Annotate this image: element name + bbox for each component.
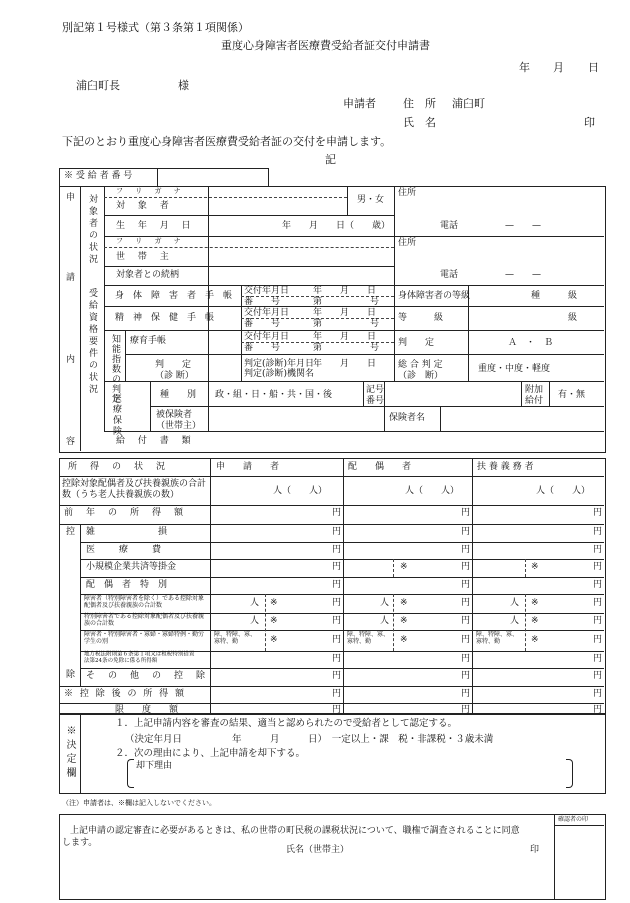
- phone-field-2[interactable]: — —: [505, 270, 542, 280]
- address-label-1: 住所: [398, 188, 417, 198]
- side-nai: 内: [66, 355, 76, 365]
- col-supporter: 扶 養 義 務 者: [477, 462, 534, 472]
- kome-mark: ※: [531, 635, 539, 645]
- kome-mark: ※: [270, 598, 278, 608]
- side-you: 容: [66, 437, 76, 447]
- prev-income-label: 前 年 の 所 得 額: [64, 508, 186, 518]
- relation-label: 対象者との続柄: [116, 270, 180, 280]
- kome-mark: ※: [531, 598, 539, 608]
- kind-options[interactable]: 障、特障、寡、 寡特、勤: [214, 631, 257, 645]
- consent-name-label: 氏名（世帯主）: [286, 845, 350, 855]
- pdb-issue-field[interactable]: 年 月 日: [313, 286, 377, 296]
- yen-mark: 円: [332, 527, 342, 537]
- deps-applicant[interactable]: 人（ 人）: [273, 486, 328, 496]
- kind-options[interactable]: 障、特障、寡、 寡特、勤: [347, 631, 390, 645]
- decision-line1: １．上記申請内容を審査の結果、適当と認められたので受給者として認定する。: [115, 718, 458, 729]
- ryoiku-label: 療育手帳: [130, 336, 167, 346]
- intro-text: 下記のとおり重度心身障害者医療費受給者証の交付を申請します。: [62, 135, 392, 148]
- reason-bracket-left: [127, 759, 134, 788]
- side-sei: 請: [66, 273, 76, 283]
- intel-num-label: 番 号: [244, 343, 281, 353]
- mental-issue-label: 交付年月日: [244, 308, 290, 318]
- yen-mark: 円: [593, 508, 603, 518]
- yen-mark: 円: [593, 705, 603, 715]
- phone-label-1: 電話: [440, 221, 459, 231]
- nin-mark: 人: [510, 616, 520, 626]
- row-label-2: 小規模企業共済等掛金: [86, 562, 177, 572]
- yen-mark: 円: [332, 671, 342, 681]
- yen-mark: 円: [461, 545, 471, 555]
- address-label: 住 所: [403, 97, 436, 110]
- yen-mark: 円: [332, 598, 342, 608]
- kome-mark: ※: [400, 562, 408, 572]
- side-jo: 除: [66, 670, 76, 680]
- yen-mark: 円: [461, 598, 471, 608]
- kind-options[interactable]: 障、特障、寡、 寡特、勤: [476, 631, 519, 645]
- limit-label: 限 度 額: [115, 705, 179, 715]
- pdb-num-label: 番 号: [244, 297, 281, 307]
- yen-mark: 円: [461, 705, 471, 715]
- yen-mark: 円: [461, 580, 471, 590]
- pdb-grade-label: 身体障害者の等級: [398, 291, 471, 301]
- kigo-label: 記号 番号: [366, 385, 385, 406]
- ki-label: 記: [325, 153, 336, 166]
- row-label-0: 雑 損: [86, 527, 168, 537]
- consent-seal: 印: [530, 845, 540, 855]
- intel-go: 号: [370, 343, 380, 353]
- row-label-7: 地方税法附則第６条第１項又は租税特別措置法第24条の免除に係る所得額: [84, 651, 195, 664]
- insured-label: 被保険者 （世帯主）: [156, 410, 202, 431]
- target-person-label: 対 象 者: [116, 201, 174, 211]
- mental-go: 号: [370, 319, 380, 329]
- furigana-label-2: フ リ ガ ナ: [116, 237, 186, 245]
- yen-mark: 円: [332, 616, 342, 626]
- yen-mark: 円: [332, 580, 342, 590]
- yen-mark: 円: [461, 689, 471, 699]
- deps-supporter[interactable]: 人（ 人）: [536, 486, 591, 496]
- col-applicant: 申 請 者: [216, 462, 280, 472]
- yen-mark: 円: [461, 527, 471, 537]
- yen-mark: 円: [593, 654, 603, 664]
- yen-mark: 円: [593, 671, 603, 681]
- shindan-label: 判 定 （診 断）: [155, 360, 194, 381]
- kome-mark: ※: [531, 616, 539, 626]
- after-deduction-label: ※ 控 除 後 の 所 得 額: [64, 689, 187, 699]
- decision-line2b[interactable]: 年 月 日） 一定以上・課 税・非課税・３歳未満: [232, 734, 494, 745]
- yen-mark: 円: [332, 654, 342, 664]
- decision-line2a: （決定年月日: [125, 734, 183, 745]
- consent-text-2: します。: [62, 838, 98, 848]
- row-label-5: 特別障害者である控除対象配偶者及び扶養親族の合計数: [84, 613, 205, 627]
- yen-mark: 円: [593, 580, 603, 590]
- mental-issue-field[interactable]: 年 月 日: [313, 308, 377, 318]
- mental-num-label: 番 号: [244, 319, 281, 329]
- recipient-number-label: ※ 受 給 者 番 号: [64, 171, 133, 181]
- yen-mark: 円: [332, 689, 342, 699]
- yen-mark: 円: [593, 527, 603, 537]
- mayor-label: 浦臼町長: [76, 79, 120, 92]
- yen-mark: 円: [332, 705, 342, 715]
- furigana-label: フ リ ガ ナ: [116, 187, 186, 195]
- col-spouse: 配 偶 者: [348, 462, 412, 472]
- yen-mark: 円: [593, 635, 603, 645]
- applicant-seal: 印: [584, 116, 595, 129]
- kome-mark: ※: [400, 635, 408, 645]
- deps-label: 控除対象配偶者及び扶養親族の合計数（うち老人扶養親族の数）: [62, 479, 207, 500]
- side-shin: 申: [66, 193, 76, 203]
- row-label-8: そ の 他 の 控 除: [86, 671, 208, 681]
- nin-mark: 人: [250, 616, 260, 626]
- row-label-3: 配 偶 者 特 別: [86, 580, 168, 590]
- fuka-label: 附加 給付: [525, 385, 544, 406]
- pdb-dai: 第: [313, 297, 323, 307]
- eligibility-label: 受給資格要件の状況: [87, 288, 97, 396]
- overall-label: 総 合 判 定 （診 断）: [398, 360, 444, 381]
- dob-label: 生 年 月 日: [116, 221, 196, 231]
- decision-side-label: ※決定欄: [64, 725, 75, 781]
- yen-mark: 円: [461, 671, 471, 681]
- decision-line3: ２．次の理由により、上記申請を却下する。: [115, 748, 306, 759]
- pdb-shu: 種: [531, 291, 541, 301]
- name-label: 氏 名: [403, 116, 436, 129]
- address-value: 浦臼町: [452, 97, 485, 110]
- phone-field-1[interactable]: — —: [505, 221, 542, 231]
- shindan-date-field[interactable]: 年 月 日: [313, 359, 377, 369]
- kome-mark: ※: [270, 616, 278, 626]
- mental-label: 精神保健手帳: [115, 313, 224, 323]
- insurance-kinds-field[interactable]: 政・組・日・船・共・国・後: [215, 390, 333, 400]
- shindan-org-label: 判定(診断)機関名: [244, 369, 315, 379]
- yen-mark: 円: [593, 616, 603, 626]
- insurer-label: 保険者名: [389, 413, 426, 423]
- date-month: 月: [553, 61, 564, 74]
- yen-mark: 円: [593, 689, 603, 699]
- yen-mark: 円: [461, 616, 471, 626]
- address-label-2: 住所: [398, 238, 417, 248]
- kome-mark: ※: [400, 616, 408, 626]
- yen-mark: 円: [332, 508, 342, 518]
- mental-kyu: 級: [568, 313, 578, 323]
- kome-mark: ※: [400, 598, 408, 608]
- gender-field[interactable]: 男・女: [357, 195, 385, 205]
- date-year: 年: [519, 61, 530, 74]
- intel-issue-field[interactable]: 年 月 日: [313, 332, 377, 342]
- intel-issue-label: 交付年月日: [244, 332, 290, 342]
- reason-bracket-right: [566, 759, 573, 788]
- side-ko: 控: [66, 527, 76, 537]
- nin-mark: 人: [380, 598, 390, 608]
- row-label-1: 医 療 費: [86, 545, 164, 555]
- note-text: （注）申請者は、※欄は記入しないでください。: [62, 799, 216, 807]
- fuka-field[interactable]: 有・無: [558, 390, 586, 400]
- intel-label: 知能指数の判定: [110, 334, 120, 404]
- nin-mark: 人: [380, 616, 390, 626]
- mental-grade-label: 等 級: [398, 313, 444, 323]
- intel-dai: 第: [313, 343, 323, 353]
- kome-mark: ※: [270, 635, 278, 645]
- yen-mark: 円: [593, 598, 603, 608]
- benefit-label: 給 付 書 類: [116, 436, 196, 446]
- pdb-go: 号: [370, 297, 380, 307]
- reason-label: 却下理由: [136, 761, 173, 771]
- check-seal-label: 確認者の印: [558, 816, 589, 823]
- row-label-6: 障害者・特別障害者・寡婦・寡婦特例・勤労学生の別: [84, 631, 205, 645]
- pdb-kyu: 級: [568, 291, 578, 301]
- yen-mark: 円: [332, 545, 342, 555]
- target-status-label: 対象者の状況: [87, 194, 97, 266]
- yen-mark: 円: [332, 562, 342, 572]
- shindan-date-label: 判定(診断)年月日: [244, 359, 315, 369]
- dob-field[interactable]: 年 月 日（ 歳）: [282, 221, 391, 231]
- form-number: 別記第１号様式（第３条第１項関係）: [62, 21, 249, 34]
- insurance-kind-label: 種 別: [160, 390, 197, 400]
- deps-spouse[interactable]: 人（ 人）: [405, 486, 460, 496]
- date-day: 日: [588, 61, 599, 74]
- income-header: 所 得 の 状 況: [68, 462, 168, 472]
- page-title: 重度心身障害者医療費受給者証交付申請書: [221, 39, 430, 52]
- pdb-label: 身体障害者手帳: [115, 291, 242, 301]
- phone-label-2: 電話: [440, 270, 459, 280]
- householder-label: 世 帯 主: [116, 252, 174, 262]
- pdb-issue-label: 交付年月日: [244, 286, 290, 296]
- mental-dai: 第: [313, 319, 323, 329]
- overall-field[interactable]: 重度・中度・軽度: [478, 364, 551, 374]
- yen-mark: 円: [332, 635, 342, 645]
- insurance-label: 医療保険: [111, 393, 121, 437]
- kome-mark: ※: [531, 562, 539, 572]
- intel-ab-field[interactable]: Ａ ・ Ｂ: [508, 338, 554, 348]
- consent-text-1: 上記申請の認定審査に必要があるときは、私の世帯の町民税の課税状況について、職権で調査されることに同意: [70, 826, 520, 836]
- yen-mark: 円: [593, 562, 603, 572]
- yen-mark: 円: [461, 654, 471, 664]
- nin-mark: 人: [250, 598, 260, 608]
- yen-mark: 円: [593, 545, 603, 555]
- yen-mark: 円: [461, 562, 471, 572]
- row-label-4: 障害者（特別障害者を除く）である控除対象配偶者及び扶養親族の合計数: [84, 595, 205, 609]
- nin-mark: 人: [510, 598, 520, 608]
- yen-mark: 円: [461, 508, 471, 518]
- applicant-label: 申請者: [343, 97, 376, 110]
- yen-mark: 円: [461, 635, 471, 645]
- intel-hantei-label: 判 定: [398, 338, 435, 348]
- sama-label: 様: [178, 79, 189, 92]
